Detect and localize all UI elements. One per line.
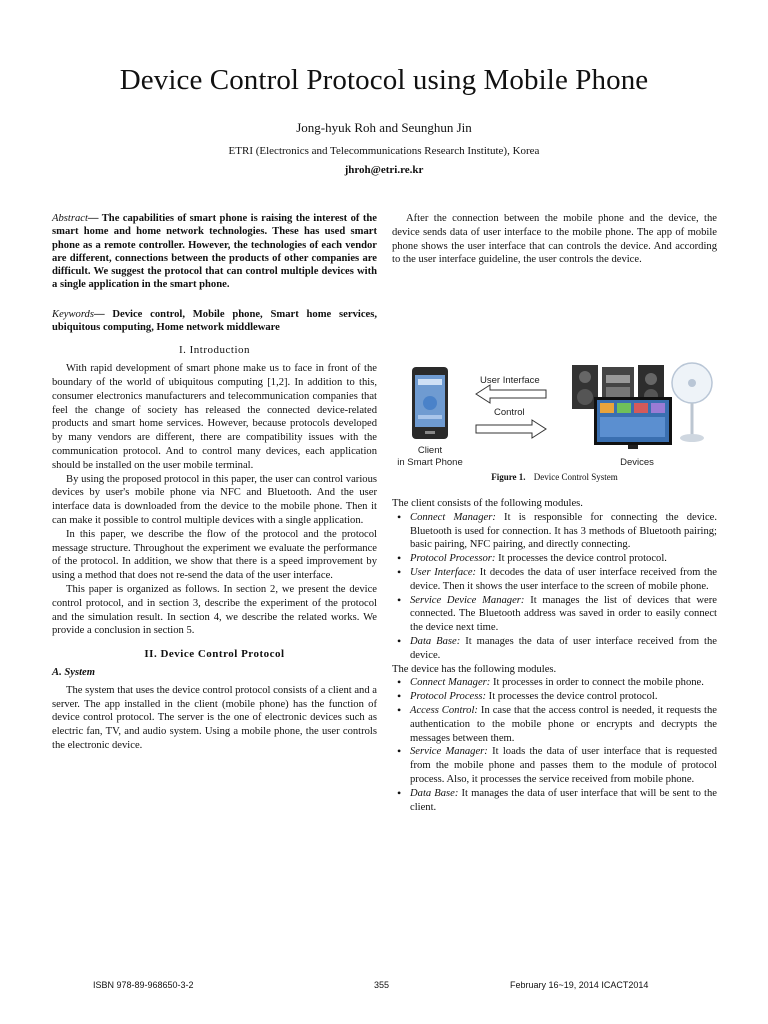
module-text: It decodes the data of user interface received from the device. Then it shows the user interface to the screen of mobile phone. xyxy=(410,566,717,592)
section-1-heading: I. Introduction xyxy=(178,344,251,357)
list-item xyxy=(410,676,717,690)
module-name: Data Base: xyxy=(410,635,461,647)
paper-affiliation: ETRI (Electronics and Telecommunications Research Institute), Korea xyxy=(228,145,540,157)
client-modules-list xyxy=(392,511,717,663)
footer-conference: February 16~19, 2014 ICACT2014 xyxy=(510,980,649,990)
list-item xyxy=(410,552,717,566)
module-name: Protocol Processor: xyxy=(410,553,496,565)
intro-paragraph: By using the proposed protocol in this paper, the user can control various devices by user's mobile phone via NFC and Bluetooth. And the user interface data is downloaded from the device to the mobile phone. Then it can make it possible to control multiple devices with a single application. xyxy=(52,473,377,526)
module-text: It processes the device control protocol. xyxy=(495,553,667,565)
right-column xyxy=(392,212,717,814)
module-text: It loads the data of user interface that is requested from the mobile phone and passes them to the module of protocol process. Also, it processes the service received from mobile phone. xyxy=(410,746,718,785)
keywords: Keywords— Device control, Mobile phone, Smart home services, ubiquitous computing, Home network middleware xyxy=(52,308,377,334)
module-text: It manages the list of devices that were connected. The Bluetooth address was saved in order to easily connect the device next time. xyxy=(410,594,717,634)
figure-caption-label: Figure 1. xyxy=(491,472,526,483)
module-text: It manages the data of user interface received from the device. xyxy=(410,635,717,661)
module-name: Connect Manager: xyxy=(410,677,491,689)
module-name: Protocol Process: xyxy=(410,691,487,703)
list-item xyxy=(410,594,717,635)
tv-icon xyxy=(594,397,672,449)
device-modules-list xyxy=(392,676,717,814)
list-item xyxy=(410,690,717,704)
paper-email: jhroh@etri.re.kr xyxy=(344,164,424,176)
module-name: Service Device Manager: xyxy=(410,594,525,606)
abstract-text: The capabilities of smart phone is raising the interest of the smart home and home network technologies. These has used smart phone as a remote controller. However, the technologies of each vendor are different, connections between the products of other companies are difficult. We suggest the protocol that can control multiple devices with a single application in the smart phone. xyxy=(52,213,377,291)
user-interface-arrow-icon xyxy=(476,385,546,403)
left-column xyxy=(52,212,377,753)
section-2-heading: II. Device Control Protocol xyxy=(144,648,285,661)
control-arrow-icon xyxy=(476,420,546,438)
footer-page-number: 355 xyxy=(374,980,390,990)
device-modules-intro: The device has the following modules. xyxy=(392,663,557,675)
module-text: It is responsible for connecting the device. Bluetooth is used for connection. It has 3 methods of Bluetooth pairing; basic pairing, NFC pairing, and directly connecting. xyxy=(410,511,717,551)
footer-isbn: ISBN 978-89-968650-3-2 xyxy=(93,980,194,990)
figure-1 xyxy=(392,275,717,475)
right-intro-paragraph: After the connection between the mobile phone and the device, the device sends data of user interface to the mobile phone. The app of mobile phone shows the user interface that can controls the device. And according to the user interface guideline, the user controls the device. xyxy=(392,213,717,266)
page-footer xyxy=(0,980,768,994)
devices-label: Devices xyxy=(620,457,654,469)
module-name: Access Control: xyxy=(410,704,478,716)
keywords-label: Keywords xyxy=(52,308,94,320)
figure-caption-text: Device Control System xyxy=(533,472,618,483)
arrow-top-label: User Interface xyxy=(480,375,540,387)
list-item xyxy=(410,511,717,552)
electric-fan-icon xyxy=(672,363,712,442)
client-sublabel: in Smart Phone xyxy=(397,457,463,469)
module-text: In case that the access control is needed, it requests the authentication to the mobile phone or encrypts and decrypts the messages between them. xyxy=(410,704,717,744)
module-text: It manages the data of user interface that will be sent to the client. xyxy=(410,787,717,813)
module-text: It processes the device control protocol. xyxy=(486,691,658,703)
paper-title: Device Control Protocol using Mobile Phone xyxy=(119,64,649,96)
subsection-a-heading: A. System xyxy=(52,666,95,678)
device-control-diagram xyxy=(392,275,717,475)
arrow-bottom-label: Control xyxy=(494,407,525,419)
keywords-text: Device control, Mobile phone, Smart home services, ubiquitous computing, Home network middleware xyxy=(52,308,377,334)
module-name: Connect Manager: xyxy=(410,511,496,523)
list-item xyxy=(410,566,717,594)
abstract: Abstract— The capabilities of smart phone is raising the interest of the smart home and home network technologies. These has used smart phone as a remote controller. However, the technologies of each vendor are different, connections between the products of other companies are difficult. We suggest the protocol that can control multiple devices with a single application in the smart phone. xyxy=(52,213,377,291)
system-paragraph: The system that uses the device control protocol consists of a client and a server. The app installed in the client (mobile phone) has the function of device control protocol. The server is the one of electronic devices such as electric fan, TV, and audio system. Using a mobile phone, the user controls the electronic device. xyxy=(52,684,377,751)
list-item xyxy=(410,704,717,745)
module-name: User Interface: xyxy=(410,566,477,578)
paper-authors: Jong-hyuk Roh and Seunghun Jin xyxy=(296,120,472,135)
client-label: Client xyxy=(417,445,443,457)
intro-paragraph: In this paper, we describe the flow of the protocol and the protocol message structure. Throughout the experiment we evaluate the performance of the protocol. In addition, we show that there is a speed improvement by using a method that does not re-send the data of the user interface. xyxy=(52,528,377,582)
module-text: It processes in order to connect the mobile phone. xyxy=(490,677,704,689)
list-item xyxy=(410,745,717,786)
list-item xyxy=(410,635,717,663)
client-modules-intro: The client consists of the following modules. xyxy=(392,497,583,509)
abstract-label: Abstract xyxy=(52,213,88,224)
module-name: Service Manager: xyxy=(410,746,488,758)
intro-paragraph: This paper is organized as follows. In section 2, we present the device control protocol, and in section 3, describe the experiment of the protocol and the simulation result. In section 4, we describe the related works. We provide a conclusion in section 5. xyxy=(52,583,377,637)
smartphone-icon xyxy=(412,367,448,439)
list-item xyxy=(410,787,717,815)
module-name: Data Base: xyxy=(410,787,459,799)
intro-paragraph: With rapid development of smart phone make us to face in front of the boundary of the world of ubiquitous computing [1,2]. In addition to this, consumer electronics manufacturers and telecommunication companies that feel the change of society has released the connected device-related products and smart home services. However, because protocols developed by many vendors are different, there are compatibility issues with the communication protocol. And to control many devices, each application should be installed on the user mobile terminal. xyxy=(52,363,377,471)
